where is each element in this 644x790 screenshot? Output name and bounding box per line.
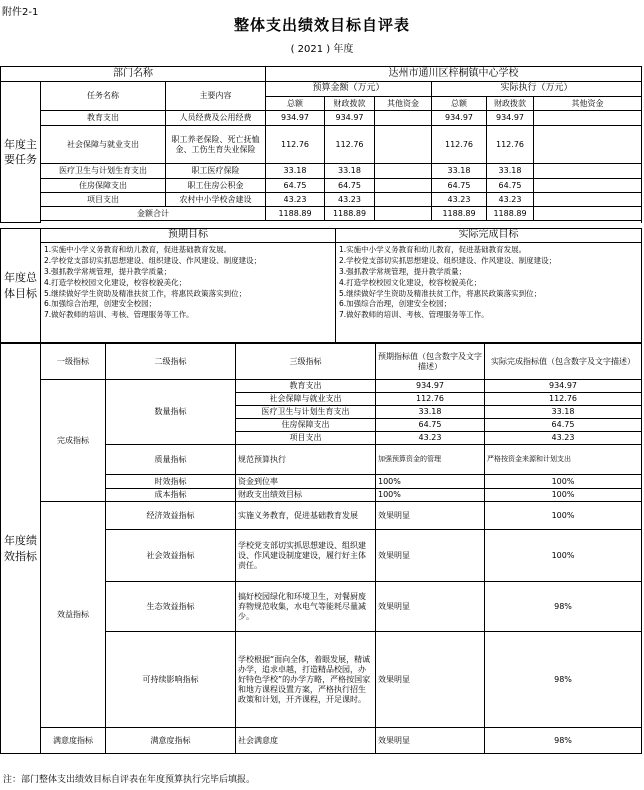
budget-fiscal: 934.97 [325, 111, 375, 126]
list-item: 1.实施中小学义务教育和幼儿教育，促进基础教育发展。 [339, 245, 527, 254]
actual-other [534, 193, 642, 207]
budget-fiscal: 112.76 [325, 126, 375, 164]
effect-level1: 效益指标 [41, 502, 106, 728]
task-content: 职工医疗保险 [166, 164, 266, 179]
level3-name: 社会保障与就业支出 [236, 393, 376, 406]
footnote: 注：部门整体支出绩效目标自评表在年度预算执行完毕后填报。 [3, 775, 256, 785]
planned-goal-header: 预期目标 [41, 229, 336, 243]
dept-name-label: 部门名称 [1, 67, 266, 82]
actual-value: 98% [485, 582, 642, 632]
plan-value: 43.23 [376, 432, 485, 445]
col-task-name: 任务名称 [41, 82, 166, 111]
budget-other [375, 111, 432, 126]
list-item: 7.做好教师的培训、考核、管理服务等工作。 [339, 310, 489, 320]
plan-value: 100% [376, 475, 485, 489]
list-item: 4.打造学校校园文化建设，校容校貌美化； [339, 277, 482, 287]
actual-value: 43.23 [485, 432, 642, 445]
eco-indicator: 生态效益指标 [106, 582, 236, 632]
plan-value: 100% [376, 489, 485, 502]
list-item: 2.学校党支部切实抓思想建设、组织建设、作风建设、制度建设； [44, 255, 262, 265]
actual-other [534, 111, 642, 126]
sub-total: 总额 [432, 97, 487, 111]
sub-total: 总额 [266, 97, 325, 111]
table-row [1, 193, 642, 207]
actual-fiscal: 112.76 [487, 126, 534, 164]
satisfaction-level1: 满意度指标 [41, 728, 106, 754]
task-content: 职工养老保险、死亡抚恤金、工伤生育失业保险 [166, 126, 266, 164]
budget-other [375, 164, 432, 179]
sum-row [1, 207, 642, 221]
plan-value: 效果明显 [376, 502, 485, 530]
goals-table [0, 228, 642, 343]
level3-name: 实施义务教育，促进基础教育发展 [236, 502, 376, 530]
list-item: 1.实施中小学义务教育和幼儿教育，促进基础教育发展。 [44, 245, 232, 254]
list-item: 3.强抓教学常规管理，提升教学质量； [44, 266, 172, 276]
table-row [1, 126, 642, 164]
annual-goals-label: 年度总体目标 [1, 229, 41, 343]
sum-actual-other [534, 207, 642, 221]
budget-amount-header: 预算金额（万元） [266, 82, 432, 97]
sub-other: 其他资金 [375, 97, 432, 111]
actual-value: 100% [485, 475, 642, 489]
qty-indicator: 数量指标 [106, 380, 236, 445]
level3-name: 社会满意度 [236, 728, 376, 754]
timeliness-indicator: 时效指标 [106, 475, 236, 489]
list-item: 3.强抓教学常规管理，提升教学质量； [339, 266, 467, 276]
col-actual-value: 实际完成指标值（包含数字及文字描述） [485, 344, 642, 380]
budget-total: 33.18 [266, 164, 325, 179]
budget-fiscal: 64.75 [325, 179, 375, 193]
col-level3: 三级指标 [236, 344, 376, 380]
actual-total: 43.23 [432, 193, 487, 207]
list-item: 7.做好教师的培训、考核、管理服务等工作。 [44, 310, 194, 320]
actual-total: 64.75 [432, 179, 487, 193]
tasks-table [0, 66, 642, 223]
sub-other: 其他资金 [534, 97, 642, 111]
attachment-label: 附件2-1 [2, 7, 39, 18]
social-indicator: 社会效益指标 [106, 530, 236, 582]
actual-value: 934.97 [485, 380, 642, 393]
actual-fiscal: 934.97 [487, 111, 534, 126]
level3-name: 住房保障支出 [236, 419, 376, 432]
sum-budget-other [375, 207, 432, 221]
satisfaction-indicator: 满意度指标 [106, 728, 236, 754]
cost-indicator: 成本指标 [106, 489, 236, 502]
perf-table [0, 343, 642, 754]
task-name: 医疗卫生与计划生育支出 [41, 164, 166, 179]
sub-fiscal: 财政拨款 [487, 97, 534, 111]
economic-indicator: 经济效益指标 [106, 502, 236, 530]
dept-name-value: 达州市通川区梓桐镇中心学校 [266, 67, 642, 82]
task-content: 农村中小学校舍建设 [166, 193, 266, 207]
sum-budget-total: 1188.89 [266, 207, 325, 221]
list-item: 5.继续做好学生资助及精准扶贫工作，将惠民政策落实到位； [44, 288, 247, 298]
list-item: 6.加强综合治理，创建安全校园； [44, 299, 157, 309]
table-row [1, 164, 642, 179]
list-item: 6.加强综合治理，创建安全校园； [339, 299, 452, 309]
list-item: 4.打造学校校园文化建设，校容校貌美化； [44, 277, 187, 287]
col-main-content: 主要内容 [166, 82, 266, 111]
list-item: 5.继续做好学生资助及精准扶贫工作，将惠民政策落实到位； [339, 288, 542, 298]
table-row [1, 111, 642, 126]
actual-other [534, 126, 642, 164]
task-content: 职工住房公积金 [166, 179, 266, 193]
budget-fiscal: 33.18 [325, 164, 375, 179]
budget-total: 64.75 [266, 179, 325, 193]
level3-name: 规范预算执行 [236, 445, 376, 475]
level3-name: 医疗卫生与计划生育支出 [236, 406, 376, 419]
actual-value: 严格按资金来源和计划支出 [485, 445, 642, 475]
budget-other [375, 179, 432, 193]
budget-total: 112.76 [266, 126, 325, 164]
perf-indicators-label: 年度绩效指标 [1, 344, 41, 754]
actual-value: 64.75 [485, 419, 642, 432]
actual-goals-list [336, 243, 642, 343]
budget-total: 934.97 [266, 111, 325, 126]
plan-value: 效果明显 [376, 728, 485, 754]
page-title: 整体支出绩效目标自评表 [233, 16, 410, 34]
level3-name: 搞好校园绿化和环境卫生，对餐厨废弃物规范收集，水电气等能耗尽量减少。 [236, 582, 376, 632]
sustain-indicator: 可持续影响指标 [106, 632, 236, 728]
actual-fiscal: 64.75 [487, 179, 534, 193]
sum-label: 金额合计 [41, 207, 266, 221]
level3-name: 学校党支部切实抓思想建设、组织建设、作风建设制度建设，履行好主体责任。 [236, 530, 376, 582]
actual-total: 934.97 [432, 111, 487, 126]
sum-actual-fiscal: 1188.89 [487, 207, 534, 221]
actual-other [534, 164, 642, 179]
sum-actual-total: 1188.89 [432, 207, 487, 221]
plan-value: 64.75 [376, 419, 485, 432]
sum-budget-fiscal: 1188.89 [325, 207, 375, 221]
level3-name: 项目支出 [236, 432, 376, 445]
quality-indicator: 质量指标 [106, 445, 236, 475]
table-row [1, 179, 642, 193]
budget-total: 43.23 [266, 193, 325, 207]
level3-name: 资金到位率 [236, 475, 376, 489]
actual-value: 112.76 [485, 393, 642, 406]
actual-other [534, 179, 642, 193]
col-plan-value: 预期指标值（包含数字及文字描述） [376, 344, 485, 380]
level3-name: 财政支出绩效目标 [236, 489, 376, 502]
sub-fiscal: 财政拨款 [325, 97, 375, 111]
output-level1: 完成指标 [41, 380, 106, 502]
plan-value: 加强预算资金的管理 [376, 445, 485, 475]
year-label: ( 2021 ) 年度 [290, 44, 354, 55]
plan-value: 效果明显 [376, 582, 485, 632]
actual-fiscal: 43.23 [487, 193, 534, 207]
actual-value: 98% [485, 728, 642, 754]
actual-value: 98% [485, 632, 642, 728]
actual-fiscal: 33.18 [487, 164, 534, 179]
level3-name: 学校根据“面向全体，着眼发展，精诚办学，追求卓越，打造精品校园，办好特色学校”的办学方略，严格按国家和地方课程设置方案，严格执行招生政策和计划，开齐课程，开足课时。 [236, 632, 376, 728]
annual-tasks-label: 年度主要任务 [1, 82, 41, 223]
task-name: 住房保障支出 [41, 179, 166, 193]
plan-value: 效果明显 [376, 530, 485, 582]
col-level2: 二级指标 [106, 344, 236, 380]
list-item: 2.学校党支部切实抓思想建设、组织建设、作风建设、制度建设； [339, 255, 557, 265]
actual-goal-header: 实际完成目标 [336, 229, 642, 243]
task-content: 人员经费及公用经费 [166, 111, 266, 126]
actual-total: 112.76 [432, 126, 487, 164]
actual-value: 33.18 [485, 406, 642, 419]
actual-exec-header: 实际执行（万元） [432, 82, 642, 97]
plan-value: 934.97 [376, 380, 485, 393]
task-name: 社会保障与就业支出 [41, 126, 166, 164]
planned-goals-list [41, 243, 336, 343]
actual-value: 100% [485, 530, 642, 582]
budget-other [375, 193, 432, 207]
plan-value: 33.18 [376, 406, 485, 419]
budget-other [375, 126, 432, 164]
task-name: 项目支出 [41, 193, 166, 207]
level3-name: 教育支出 [236, 380, 376, 393]
actual-value: 100% [485, 489, 642, 502]
col-level1: 一级指标 [41, 344, 106, 380]
task-name: 教育支出 [41, 111, 166, 126]
budget-fiscal: 43.23 [325, 193, 375, 207]
plan-value: 112.76 [376, 393, 485, 406]
actual-value: 100% [485, 502, 642, 530]
plan-value: 效果明显 [376, 632, 485, 728]
actual-total: 33.18 [432, 164, 487, 179]
